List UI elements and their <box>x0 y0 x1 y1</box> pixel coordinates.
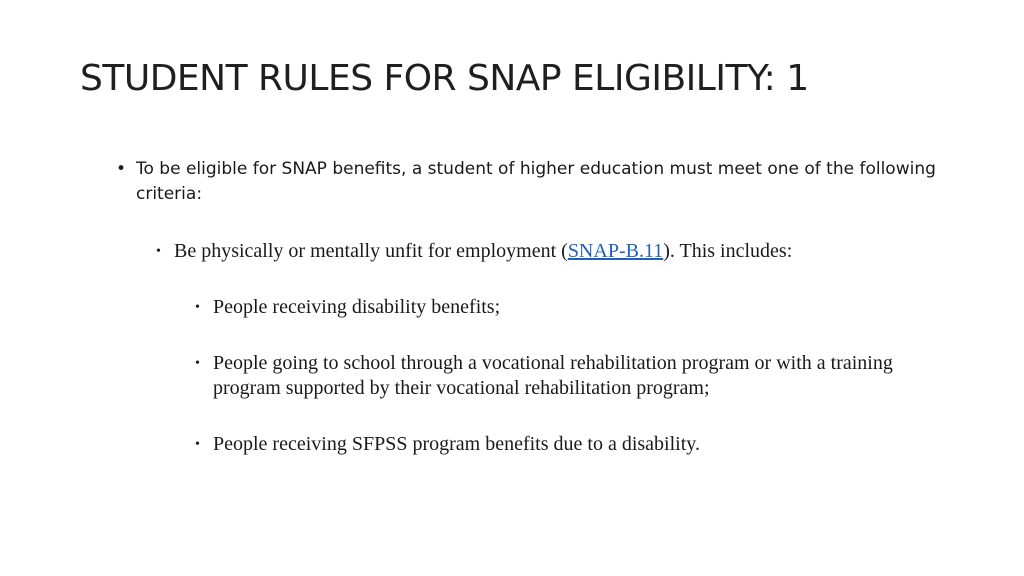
slide-title: STUDENT RULES FOR SNAP ELIGIBILITY: 1 <box>80 58 809 99</box>
bullet-sfpss-benefits <box>195 432 955 457</box>
unfit-text-before-link: Be physically or mentally unfit for employment ( <box>174 240 568 262</box>
bullet-dot: • <box>195 300 200 315</box>
bullet-intro-text: To be eligible for SNAP benefits, a student of higher education must meet one of the following criteria: <box>136 159 936 204</box>
bullet-dot: • <box>195 356 200 371</box>
bullet-dot: • <box>156 244 161 259</box>
bullet-intro <box>116 157 946 207</box>
bullet-disability-benefits-text: People receiving disability benefits; <box>213 296 501 318</box>
snap-b11-link[interactable]: SNAP-B.11 <box>567 240 664 262</box>
bullet-dot: • <box>116 159 127 179</box>
bullet-disability-benefits <box>195 295 955 320</box>
bullet-vocational-rehabilitation <box>195 351 955 401</box>
unfit-text-after-link: ). This includes: <box>663 240 793 262</box>
bullet-dot: • <box>195 437 200 452</box>
bullet-vocational-rehabilitation-text: People going to school through a vocational rehabilitation program or with a training program supported by their vocational rehabilitation program; <box>213 352 893 399</box>
bullet-sfpss-benefits-text: People receiving SFPSS program benefits due to a disability. <box>213 433 700 455</box>
bullet-unfit-for-employment <box>156 239 976 264</box>
bullet-unfit-text <box>174 239 976 264</box>
